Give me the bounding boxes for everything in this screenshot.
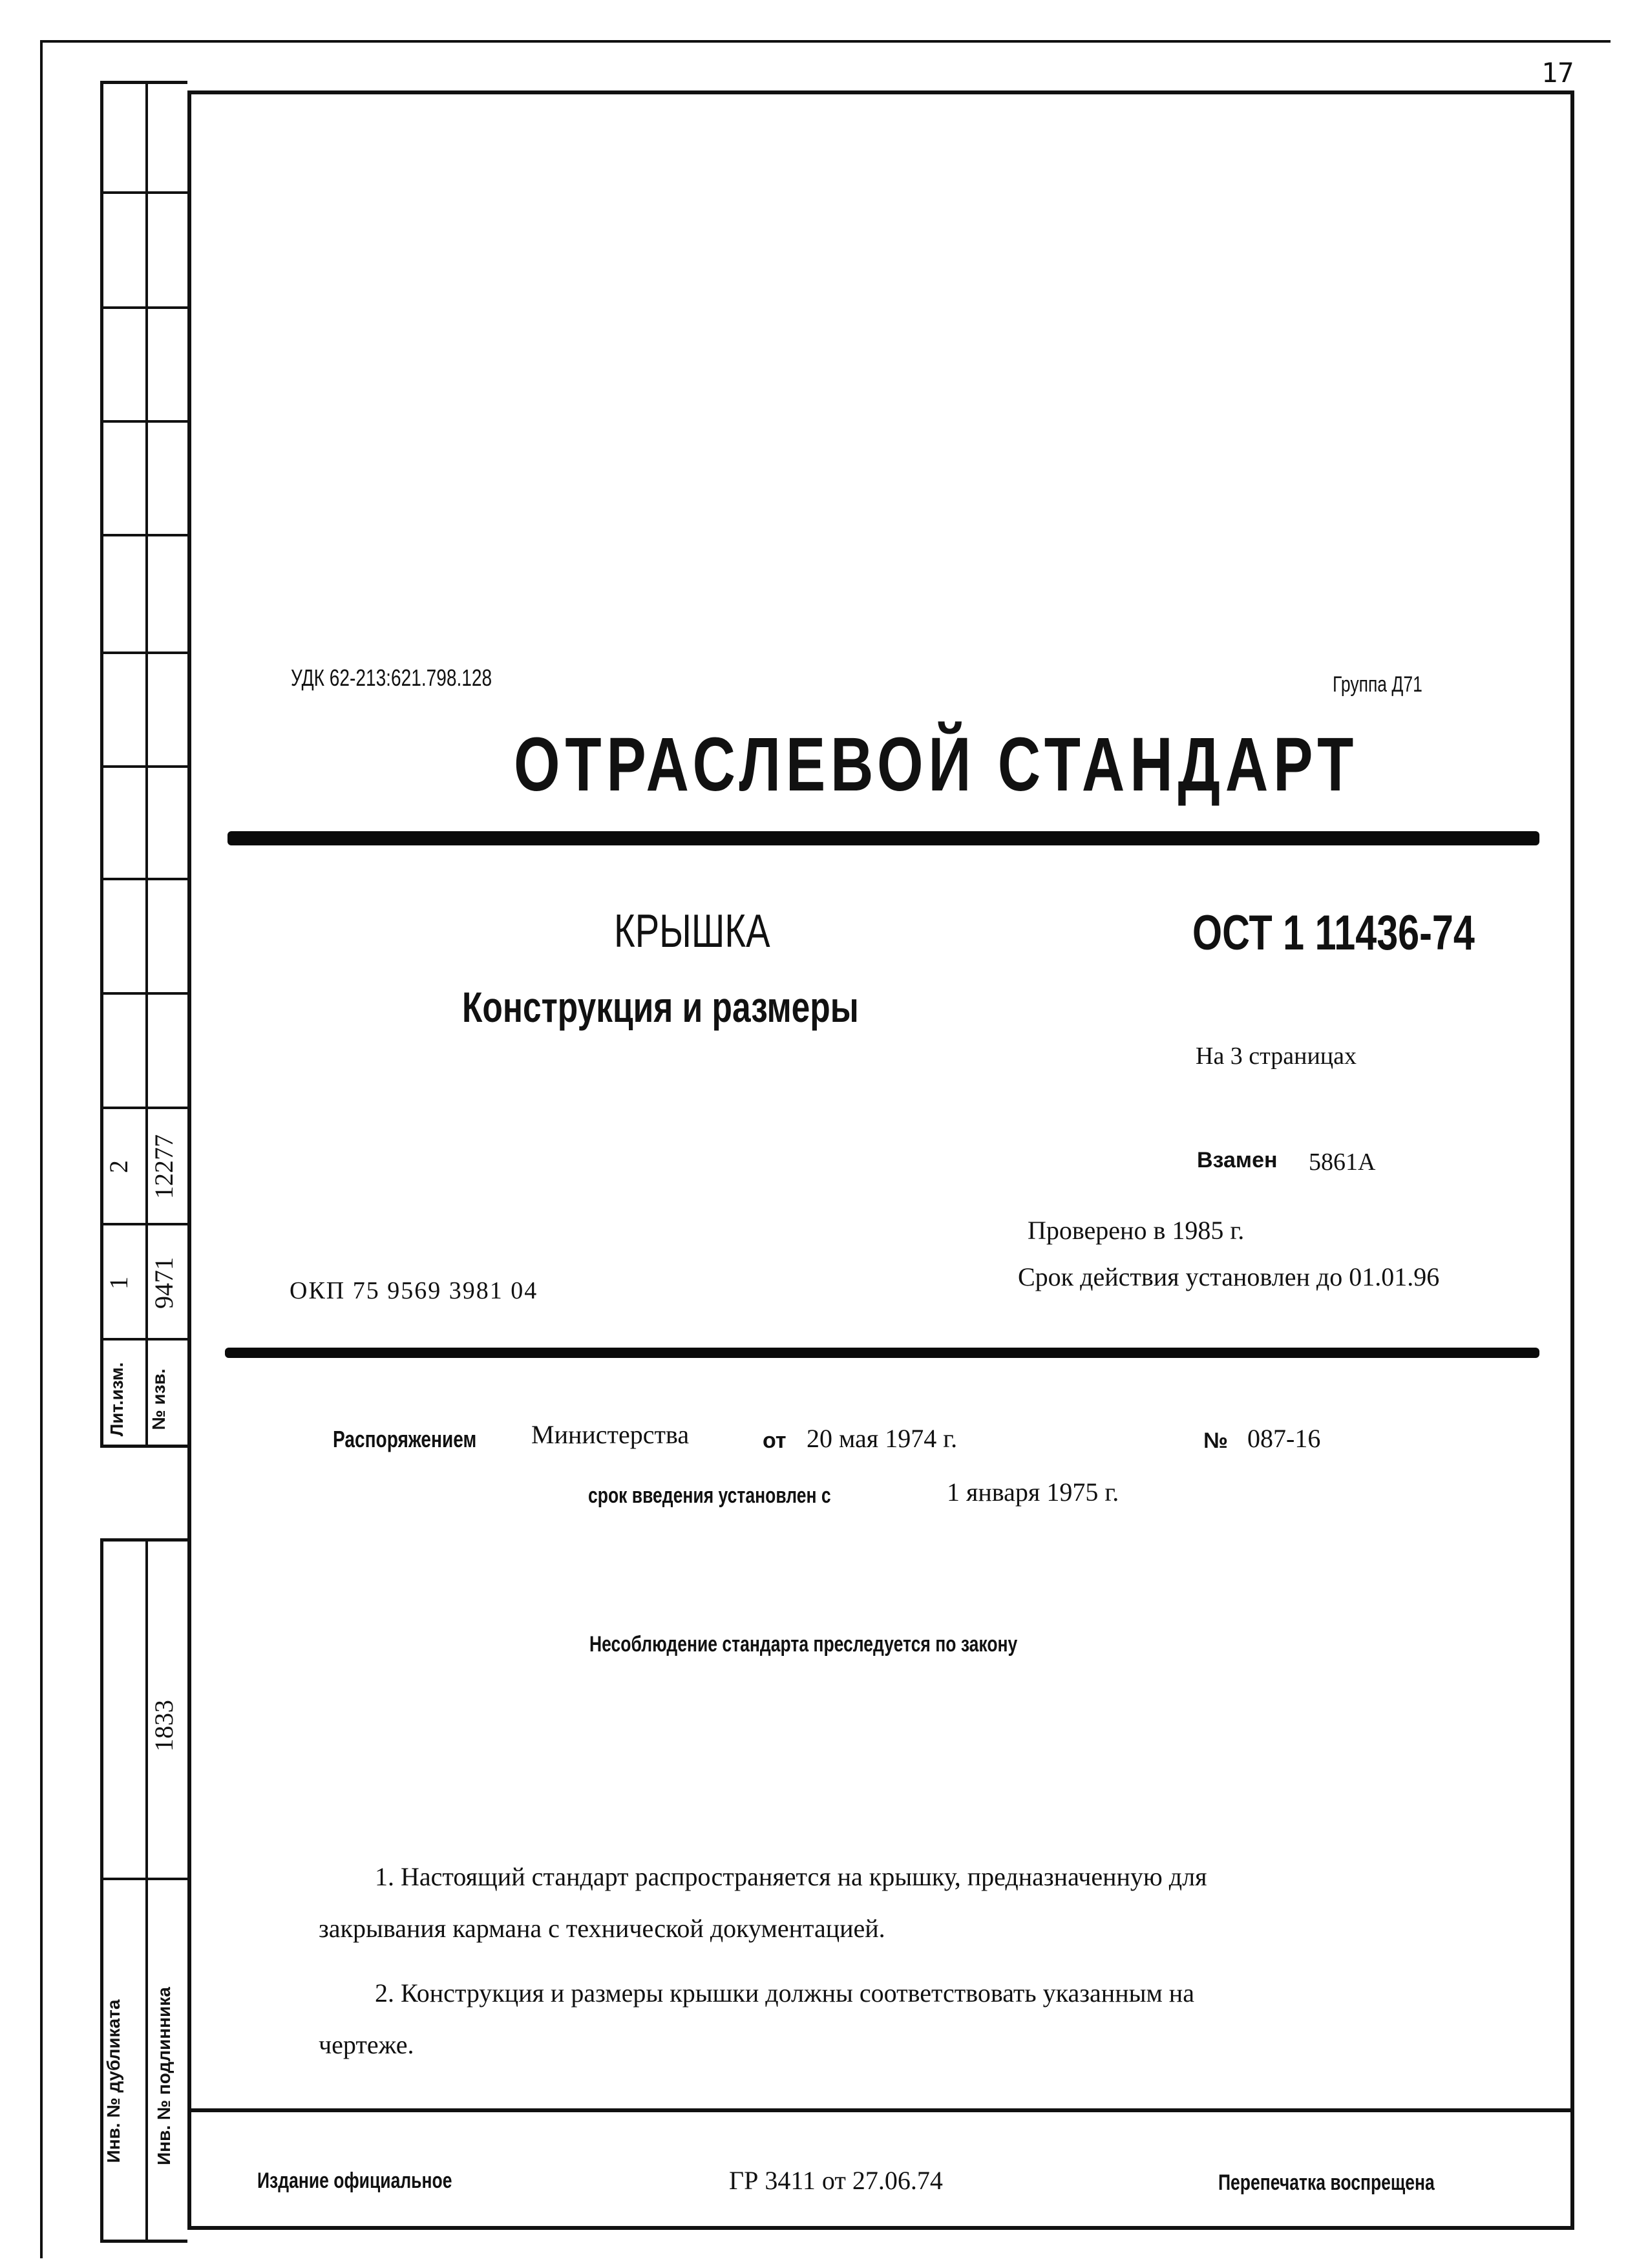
law-warning-text: Несоблюдение стандарта преследуется по закону [589, 1632, 1018, 1657]
footer-divider [187, 2108, 1574, 2112]
strip-row-line [100, 1338, 187, 1341]
law-warning [589, 1632, 1138, 1657]
standard-code [1192, 905, 1554, 961]
strip-row-line [100, 191, 187, 194]
footer-left-text: Издание официальное [257, 2168, 452, 2193]
paragraph-1-line-2: закрывания кармана с технической документацией. [319, 1914, 885, 1943]
footer-reprint-prohibited [1218, 2170, 1495, 2196]
replaces-value: 5861А [1309, 1149, 1376, 1176]
change-2: 2 [104, 1160, 133, 1173]
strip-row-line [100, 652, 187, 654]
decree-label-text: Распоряжением [333, 1426, 477, 1452]
udk-code [291, 664, 549, 692]
validity-note: Срок действия установлен до 01.01.96 [1018, 1262, 1440, 1291]
decree-authority: Министерства [531, 1420, 690, 1449]
inv-value: 1833 [149, 1700, 178, 1752]
lit-izm-label: Лит.изм. [107, 1362, 127, 1437]
intro-label [588, 1483, 900, 1509]
revision-strip [100, 81, 187, 1448]
standard-name-text: КРЫШКА [614, 906, 770, 957]
inventory-strip-divider [145, 1538, 148, 2243]
standard-subtitle-text: Конструкция и размеры [462, 983, 859, 1031]
intro-date: 1 января 1975 г. [947, 1478, 1119, 1507]
strip-row-line [100, 306, 187, 309]
footer-right-text: Перепечатка воспрещена [1218, 2170, 1435, 2195]
inv-orig-label: Инв. № подлинника [154, 1987, 174, 2165]
notice-2: 12277 [149, 1134, 178, 1199]
change-1: 1 [104, 1277, 133, 1289]
strip-row-line [100, 878, 187, 880]
footer-registration: ГР 3411 от 27.06.74 [729, 2166, 943, 2195]
strip-row-line [100, 765, 187, 768]
notice-1: 9471 [149, 1257, 178, 1309]
top-thick-rule [227, 831, 1539, 845]
checked-note: Проверено в 1985 г. [1028, 1216, 1245, 1245]
udk-text: УДК 62-213:621.798.128 [291, 664, 492, 691]
inv-dup-label: Инв. № дубликата [103, 1999, 123, 2163]
strip-row-line [100, 420, 187, 423]
standard-name [614, 905, 814, 958]
document-title [514, 721, 1597, 809]
decree-number: 087-16 [1247, 1424, 1321, 1453]
strip-row-line [100, 1878, 187, 1880]
strip-row-line [100, 1107, 187, 1109]
decree-number-label: № [1203, 1428, 1228, 1453]
strip-row-line [100, 1223, 187, 1225]
strip-row-line [100, 534, 187, 536]
decree-from-label: от [763, 1428, 787, 1453]
document-title-text: ОТРАСЛЕВОЙ СТАНДАРТ [514, 722, 1359, 807]
decree-date: 20 мая 1974 г. [807, 1424, 958, 1453]
strip-row-line [100, 992, 187, 995]
bottom-thick-rule [225, 1348, 1539, 1358]
revision-strip-divider [145, 81, 148, 1448]
intro-label-text: срок введения установлен с [588, 1483, 831, 1508]
paragraph-2-line-2: чертеже. [319, 2030, 414, 2059]
decree-label [333, 1426, 517, 1453]
footer-official-edition [257, 2168, 507, 2194]
group-code [1333, 672, 1448, 697]
paragraph-2-line-1: 2. Конструкция и размеры крышки должны соответствовать указанным на [375, 1978, 1194, 2008]
no-izv-label: № изв. [149, 1368, 169, 1430]
pages-count: На 3 страницах [1196, 1043, 1357, 1070]
page-number: 17 [1541, 57, 1574, 89]
standard-code-text: ОСТ 1 11436-74 [1192, 906, 1475, 960]
okp-code: ОКП 75 9569 3981 04 [290, 1277, 538, 1304]
group-text: Группа Д71 [1333, 672, 1422, 697]
replaces-label: Взамен [1197, 1148, 1278, 1172]
standard-subtitle [462, 982, 971, 1032]
paragraph-1-line-1: 1. Настоящий стандарт распространяется на крышку, предназначенную для [375, 1862, 1207, 1891]
